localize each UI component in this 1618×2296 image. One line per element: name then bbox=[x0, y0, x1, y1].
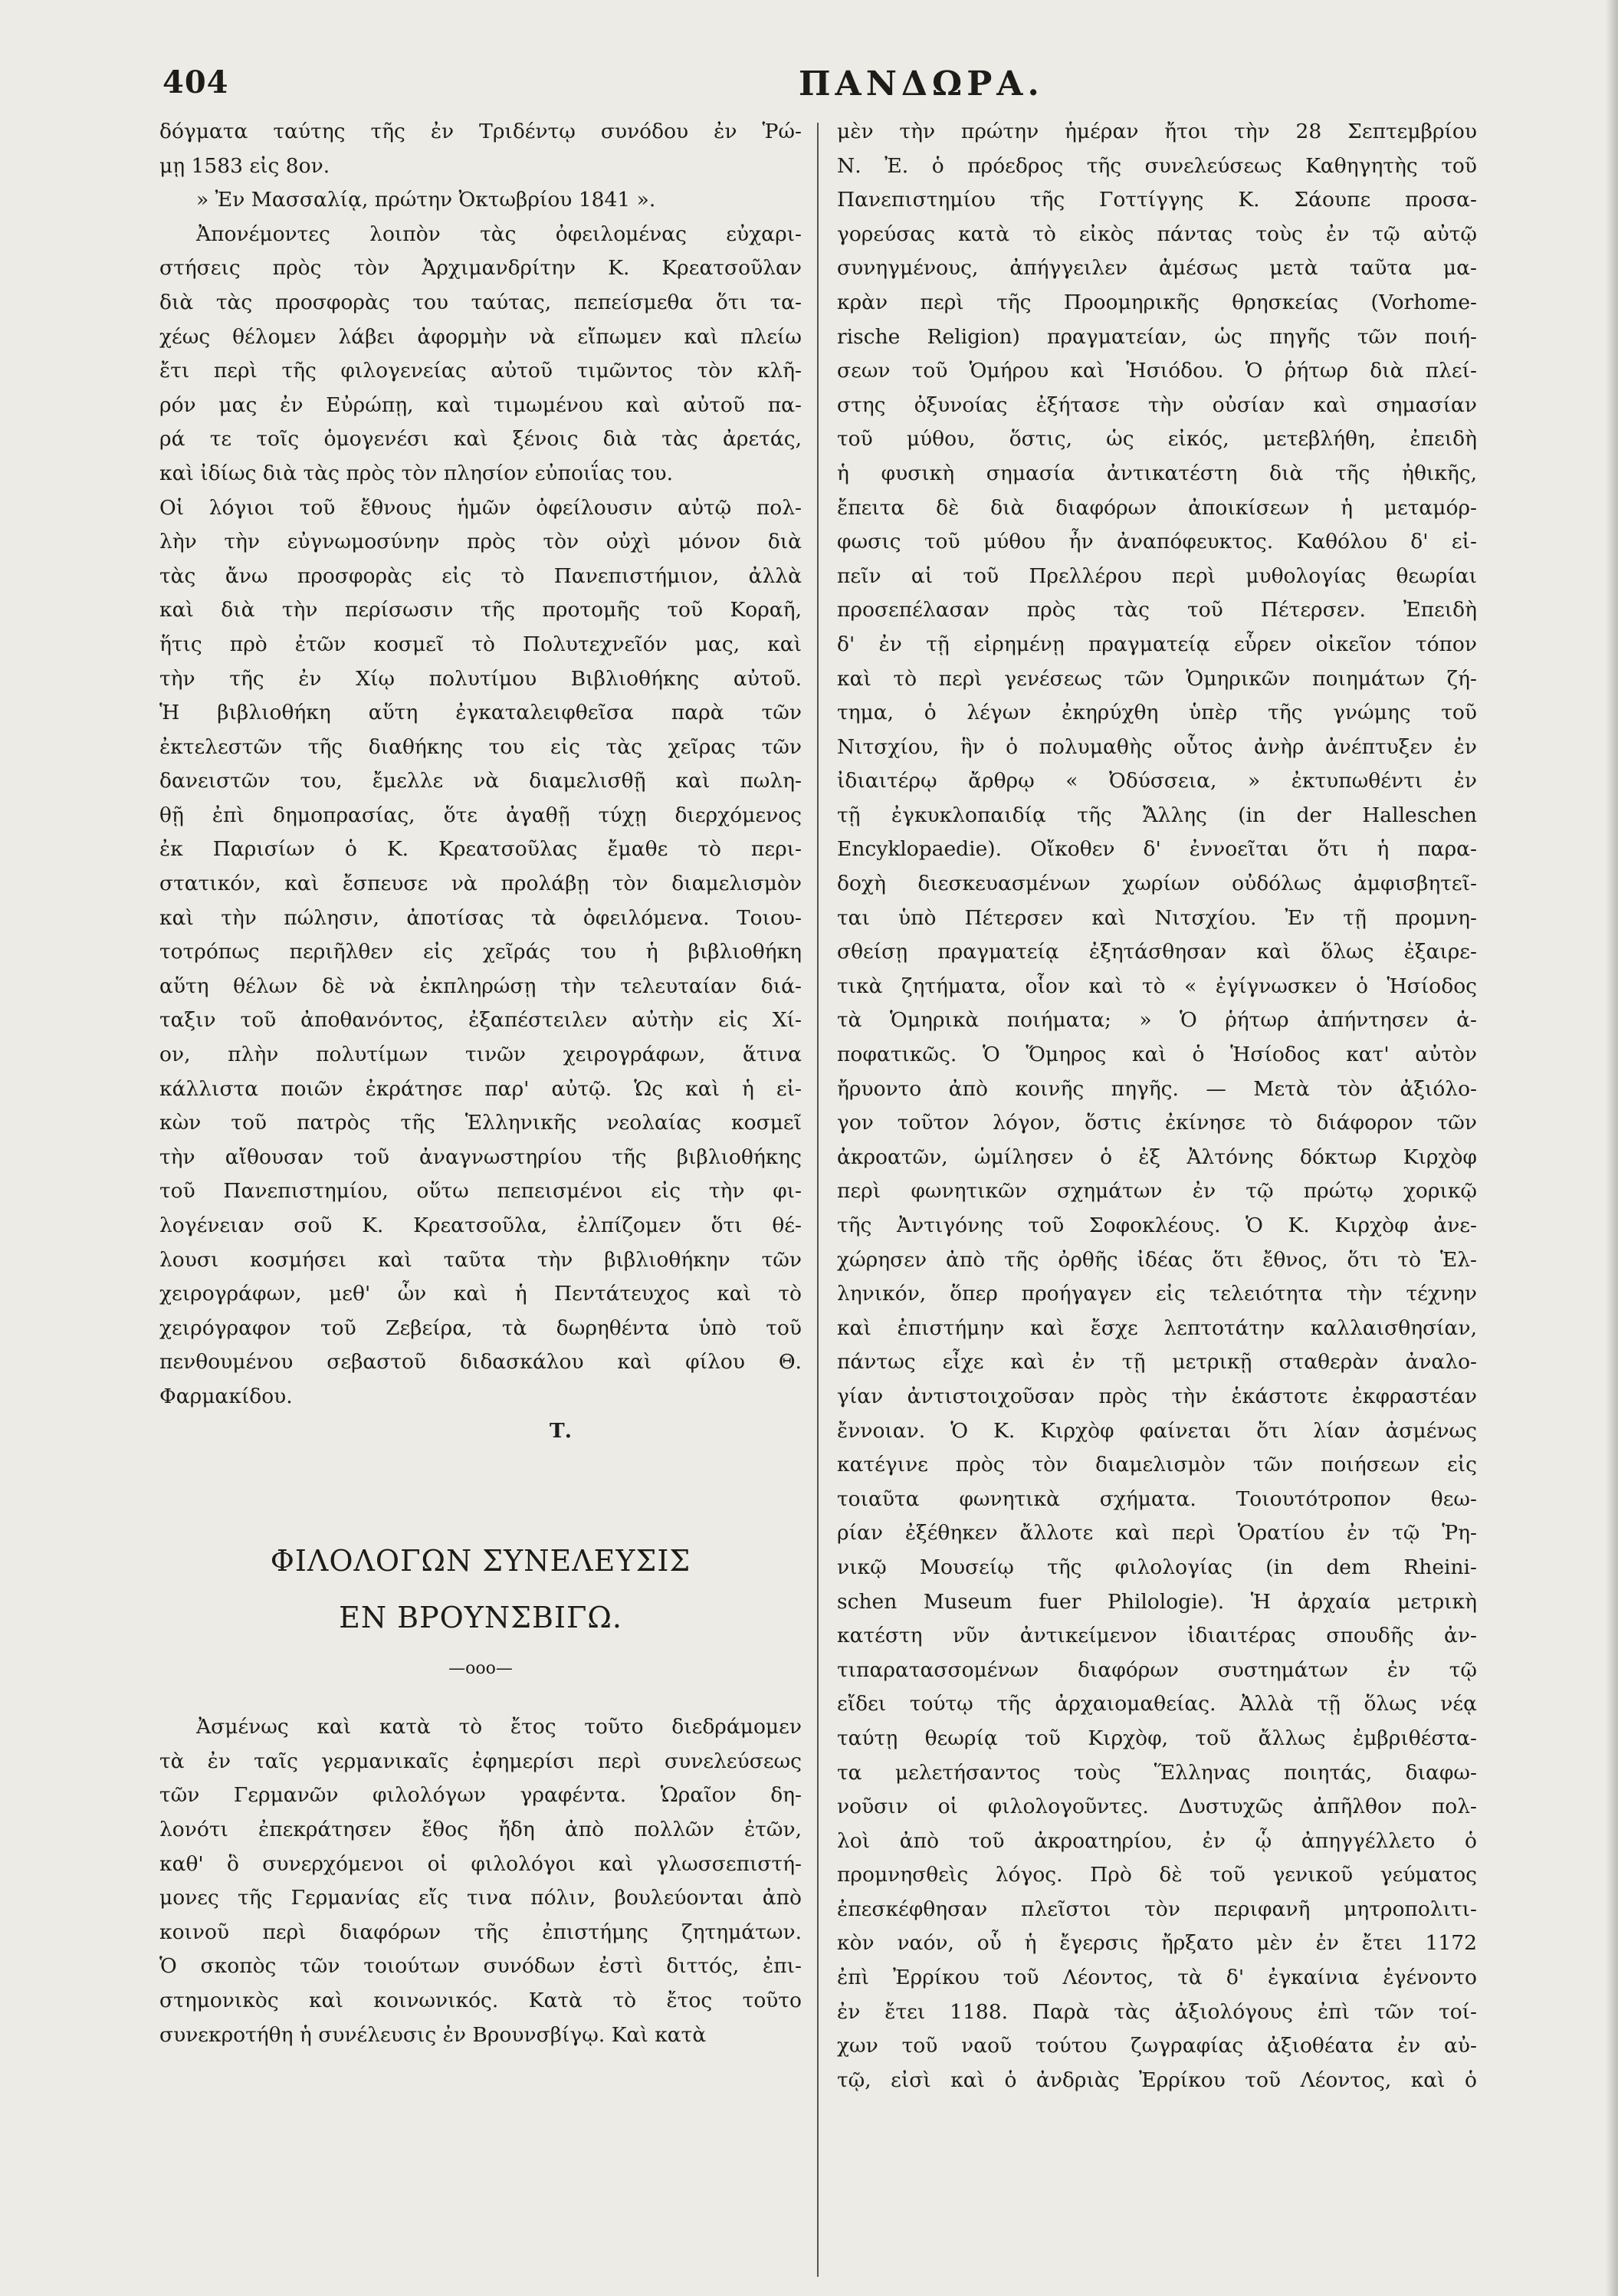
text-line: τιπαρατασσομένων διαφόρων συστημάτων ἐν τῷ bbox=[837, 1657, 1477, 1682]
text-line: τὰ ἐν ταῖς γερμανικαῖς ἐφημερίσι περὶ συνελεύσεως bbox=[159, 1749, 802, 1773]
text-line: χων τοῦ ναοῦ τούτου ζωγραφίας ἀξιοθέατα ἐν αὐ- bbox=[837, 2034, 1477, 2058]
text-line: δ' ἐν τῇ εἰρημένῃ πραγματείᾳ εὗρεν οἰκεῖον τόπον bbox=[837, 632, 1477, 656]
page-header bbox=[162, 64, 1488, 110]
text-line: θῇ ἐπὶ δημοπρασίας, ὅτε ἀγαθῇ τύχῃ διερχόμενος bbox=[159, 803, 802, 827]
text-line: κατέστη νῦν ἀντικείμενον ἰδιαιτέρας σπουδῆς ἀν- bbox=[837, 1624, 1477, 1648]
text-line: συνηγμένους, ἀπήγγειλεν ἀμέσως μετὰ ταῦτα μα- bbox=[837, 256, 1477, 281]
text-line: τικὰ ζητήματα, οἷον καὶ τὸ « ἐγίγνωσκεν ὁ Ἡσίοδος bbox=[837, 974, 1477, 998]
text-line: λονότι ἐπεκράτησεν ἔθος ἤδη ἀπὸ πολλῶν ἐτῶν, bbox=[159, 1817, 802, 1841]
text-line: γίαν ἀντιστοιχοῦσαν πρὸς τὴν ἑκάστοτε ἐκφραστέαν bbox=[837, 1384, 1477, 1408]
text-line: περὶ φωνητικῶν σχημάτων ἐν τῷ πρώτῳ χορικῷ bbox=[837, 1179, 1477, 1204]
text-line: μονες τῆς Γερμανίας εἴς τινα πόλιν, βουλεύονται ἀπὸ bbox=[159, 1886, 802, 1910]
text-line: πάντως εἶχε καὶ ἐν τῇ μετρικῇ σταθερὰν ἀναλο- bbox=[837, 1350, 1477, 1375]
text-line: καθ' ὃ συνερχόμενοι οἱ φιλολόγοι καὶ γλωσσεπιστή- bbox=[159, 1851, 802, 1876]
text-line: τημα, ὁ λέγων ἐκηρύχθη ὑπὲρ τῆς γνώμης τοῦ bbox=[837, 701, 1477, 725]
text-line: τοτρόπως περιῆλθεν εἰς χεῖράς του ἡ βιβλιοθήκη bbox=[159, 940, 802, 964]
text-line: χώρησεν ἀπὸ τῆς ὀρθῆς ἰδέας ὅτι ἔθνος, ὅτι τὸ Ἑλ- bbox=[837, 1247, 1477, 1272]
text-line: Πανεπιστημίου τῆς Γοττίγγης Κ. Σάουπε προσα- bbox=[837, 188, 1477, 212]
text-line: ται ὑπὸ Πέτερσεν καὶ Νιτσχίου. Ἐν τῇ προμνη- bbox=[837, 905, 1477, 930]
left-column-text-bottom bbox=[159, 1710, 802, 2052]
text-line: Encyklopaedie). Οἴκοθεν δ' ἐννοεῖται ὅτι ἡ παρα- bbox=[837, 837, 1477, 862]
text-line: κὼν τοῦ πατρὸς τῆς Ἑλληνικῆς νεολαίας κοσμεῖ bbox=[159, 1111, 802, 1135]
text-line: μῃ 1583 εἰς 8ον. bbox=[159, 153, 330, 178]
text-line: στημονικὸς καὶ κοινωνικός. Κατὰ τὸ ἔτος τοῦτο bbox=[159, 1988, 802, 2012]
text-line: νικῷ Μουσείῳ τῆς φιλολογίας (in dem Rheini- bbox=[837, 1555, 1477, 1579]
left-column-text-top bbox=[159, 115, 802, 1414]
text-line: ἐν ἔτει 1188. Παρὰ τὰς ἀξιολόγους ἐπὶ τῶν τοί- bbox=[837, 1999, 1477, 2024]
text-line: » Ἐν Μασσαλίᾳ, πρώτην Ὀκτωβρίου 1841 ». bbox=[196, 188, 656, 212]
section-ornament: —ooo— bbox=[448, 1659, 513, 1679]
text-line: καὶ διὰ τὴν περίσωσιν τῆς προτομῆς τοῦ Κοραῆ, bbox=[159, 598, 802, 622]
text-line: πενθουμένου σεβαστοῦ διδασκάλου καὶ φίλου Θ. bbox=[159, 1350, 802, 1375]
section-heading-line-2: ΕΝ ΒΡΟΥΝΣΒΙΓΩ. bbox=[339, 1601, 622, 1635]
text-line: δοχὴ διεσκευασμένων χωρίων οὐδόλως ἀμφισβητεῖ- bbox=[837, 872, 1477, 896]
text-line: rische Religion) πραγματείαν, ὡς πηγῆς τῶν ποιή- bbox=[837, 324, 1477, 349]
text-line: καὶ τὴν πώλησιν, ἀποτίσας τὰ ὀφειλόμενα. Τοιου- bbox=[159, 905, 802, 930]
left-column bbox=[159, 115, 802, 2052]
text-line: χειρογράφων, μεθ' ὧν καὶ ἡ Πεντάτευχος καὶ τὸ bbox=[159, 1282, 802, 1306]
text-line: ἐκ Παρισίων ὁ Κ. Κρεατσοῦλας ἔμαθε τὸ περι- bbox=[159, 837, 802, 862]
text-line: γορεύσας κατὰ τὸ εἰκὸς πάντας τοὺς ἐν τῷ αὐτῷ bbox=[837, 222, 1477, 246]
text-line: δόγματα ταύτης τῆς ἐν Τριδέντῳ συνόδου ἐν Ῥώ- bbox=[159, 120, 802, 143]
text-line: τὰ Ὁμηρικὰ ποιήματα; » Ὁ ῥήτωρ ἀπήντησεν ἀ- bbox=[837, 1008, 1477, 1033]
text-line: ον, πλὴν πολυτίμων τινῶν χειρογράφων, ἅτινα bbox=[159, 1043, 802, 1067]
text-line: τὴν αἴθουσαν τοῦ ἀναγνωστηρίου τῆς βιβλιοθήκης bbox=[159, 1145, 802, 1169]
text-line: φωσις τοῦ μύθου ἦν ἀναπόφευκτος. Καθόλου δ' εἰ- bbox=[837, 530, 1477, 554]
text-line: προμνησθεὶς λόγος. Πρὸ δὲ τοῦ γενικοῦ γεύματος bbox=[837, 1863, 1477, 1887]
text-line: στατικόν, καὶ ἔσπευσε νὰ προλάβῃ τὸν διαμελισμὸν bbox=[159, 872, 802, 896]
text-line: λὴν τὴν εὐγνωμοσύνην πρὸς τὸν οὐχὶ μόνον διὰ bbox=[159, 530, 802, 554]
text-line: τῇ ἐγκυκλοπαιδίᾳ τῆς Ἄλλης (in der Halleschen bbox=[837, 803, 1477, 827]
text-line: στης ὀξυνοίας ἐξήτασε τὴν οὐσίαν καὶ σημασίαν bbox=[837, 393, 1477, 417]
text-line: ἥτις πρὸ ἐτῶν κοσμεῖ τὸ Πολυτεχνεῖόν μας, καὶ bbox=[159, 632, 802, 656]
text-line: χειρόγραφον τοῦ Ζεβείρα, τὰ δωρηθέντα ὑπὸ τοῦ bbox=[159, 1316, 802, 1340]
text-line: κατέγινε πρὸς τὸν διαμελισμὸν τῶν ποιήσεων εἰς bbox=[837, 1453, 1477, 1477]
text-line: συνεκροτήθη ἡ συνέλευσις ἐν Βρουνσβίγῳ. Καὶ κατὰ bbox=[159, 2022, 707, 2047]
text-line: στήσεις πρὸς τὸν Ἀρχιμανδρίτην Κ. Κρεατσοῦλαν bbox=[159, 256, 802, 281]
text-line: τῷ, εἰσὶ καὶ ὁ ἀνδριὰς Ἐρρίκου τοῦ Λέοντος, καὶ ὁ bbox=[837, 2068, 1477, 2092]
text-line: ἡ φυσικὴ σημασία ἀντικατέστη διὰ τῆς ἠθικῆς, bbox=[837, 461, 1477, 485]
text-line: καὶ τὸ περὶ γενέσεως τῶν Ὁμηρικῶν ποιημάτων ζή- bbox=[837, 666, 1477, 691]
right-column bbox=[837, 115, 1477, 2097]
text-line: schen Museum fuer Philologie). Ἡ ἀρχαία μετρικὴ bbox=[837, 1589, 1477, 1614]
text-line: κὸν ναόν, οὗ ἡ ἔγερσις ἤρξατο μὲν ἐν ἔτει 1172 bbox=[837, 1931, 1477, 1956]
text-line: Ν. Ἐ. ὁ πρόεδρος τῆς συνελεύσεως Καθηγητὴς τοῦ bbox=[837, 153, 1477, 178]
text-line: τοῦ Πανεπιστημίου, οὕτω πεπεισμένοι εἰς τὴν φι- bbox=[159, 1179, 802, 1204]
text-line: εἴδει τούτῳ τῆς ἀρχαιομαθείας. Ἀλλὰ τῇ ὅλως νέᾳ bbox=[837, 1692, 1477, 1716]
text-line: μὲν τὴν πρώτην ἡμέραν ἤτοι τὴν 28 Σεπτεμβρίου bbox=[837, 120, 1477, 143]
column-divider bbox=[817, 123, 819, 2277]
page-edge-shadow bbox=[1606, 0, 1618, 2296]
text-line: Ἡ βιβλιοθήκη αὕτη ἐγκαταλειφθεῖσα παρὰ τῶν bbox=[159, 701, 802, 725]
text-line: τὰς ἄνω προσφορὰς εἰς τὸ Πανεπιστήμιον, ἀλλὰ bbox=[159, 563, 802, 588]
text-line: νοῦσιν οἱ φιλολογοῦντες. Δυστυχῶς ἀπῆλθον πολ- bbox=[837, 1795, 1477, 1819]
text-line: χέως θέλομεν λάβει ἀφορμὴν νὰ εἴπωμεν καὶ πλείω bbox=[159, 324, 802, 349]
text-line: ταξιν τοῦ ἀποθανόντος, ἐξαπέστειλεν αὐτὴν εἰς Χί- bbox=[159, 1008, 802, 1033]
text-line: ρόν μας ἐν Εὐρώπῃ, καὶ τιμωμένου καὶ αὐτοῦ πα- bbox=[159, 393, 802, 417]
text-line: ἔτι περὶ τῆς φιλογενείας αὐτοῦ τιμῶντος τὸν κλῆ- bbox=[159, 359, 802, 383]
page-number: 404 bbox=[162, 64, 229, 100]
text-line: σθείσῃ πραγματείᾳ ἐξητάσθησαν καὶ ὅλως ἐξαιρε- bbox=[837, 940, 1477, 964]
running-title: ΠΑΝΔΩΡΑ. bbox=[799, 64, 1044, 103]
text-line: τῆς Ἀντιγόνης τοῦ Σοφοκλέους. Ὁ Κ. Κιρχὸφ ἀνε- bbox=[837, 1214, 1477, 1237]
section-heading-line-1: ΦΙΛΟΛΟΓΩΝ ΣΥΝΕΛΕΥΣΙΣ bbox=[270, 1544, 691, 1578]
text-line: καὶ ἰδίως διὰ τὰς πρὸς τὸν πλησίον εὐποιΐας του. bbox=[159, 461, 674, 485]
text-line: τοῦ μύθου, ὅστις, ὡς εἰκός, μετεβλήθη, ἐπειδὴ bbox=[837, 427, 1477, 452]
text-line: προσεπέλασαν πρὸς τὰς τοῦ Πέτερσεν. Ἐπειδὴ bbox=[837, 598, 1477, 622]
text-line: ἐπὶ Ἐρρίκου τοῦ Λέοντος, τὰ δ' ἐγκαίνια ἐγένοντο bbox=[837, 1966, 1477, 1990]
text-line: κάλλιστα ποιῶν ἐκράτησε παρ' αὐτῷ. Ὡς καὶ ἡ εἰ- bbox=[159, 1076, 802, 1101]
text-line: ποφατικῶς. Ὁ Ὅμηρος καὶ ὁ Ἡσίοδος κατ' αὐτὸν bbox=[837, 1043, 1477, 1067]
text-line: τῶν Γερμανῶν φιλολόγων γραφέντα. Ὡραῖον δη- bbox=[159, 1783, 802, 1808]
section-spacer bbox=[159, 1448, 802, 1532]
text-line: ἐκτελεστῶν τῆς διαθήκης του εἰς τὰς χεῖρας τῶν bbox=[159, 734, 802, 759]
text-line: Ἀσμένως καὶ κατὰ τὸ ἔτος τοῦτο διεδράμομεν bbox=[196, 1715, 802, 1739]
text-line: πεῖν αἱ τοῦ Πρελλέρου περὶ μυθολογίας θεωρίαι bbox=[837, 563, 1477, 588]
text-line: Οἱ λόγιοι τοῦ ἔθνους ἡμῶν ὀφείλουσιν αὐτῷ πολ- bbox=[159, 495, 802, 520]
text-line: τα μελετήσαντος τοὺς Ἕλληνας ποιητάς, διαφω- bbox=[837, 1760, 1477, 1785]
text-line: ρίαν ἐξέθηκεν ἄλλοτε καὶ περὶ Ὁρατίου ἐν τῷ Ῥη- bbox=[837, 1521, 1477, 1545]
text-line: ρά τε τοῖς ὁμογενέσι καὶ ξένοις διὰ τὰς ἀρετάς, bbox=[159, 427, 802, 452]
text-line: κρὰν περὶ τῆς Προομηρικῆς θρησκείας (Vorhome- bbox=[837, 290, 1477, 314]
text-line: Ὁ σκοπὸς τῶν τοιούτων συνόδων ἐστὶ διττός, ἐπι- bbox=[159, 1954, 802, 1979]
text-line: λοὶ ἀπὸ τοῦ ἀκροατηρίου, ἐν ᾧ ἀπηγγέλλετο ὁ bbox=[837, 1828, 1477, 1853]
section-spacer bbox=[159, 1692, 802, 1710]
author-signature: Τ. bbox=[550, 1418, 572, 1443]
text-line: Ἀπονέμοντες λοιπὸν τὰς ὀφειλομένας εὐχαρι- bbox=[196, 222, 802, 246]
text-line: διὰ τὰς προσφορὰς του ταύτας, πεπείσμεθα ὅτι τα- bbox=[159, 290, 802, 314]
text-line: λουσι κοσμήσει καὶ ταῦτα τὴν βιβλιοθήκην τῶν bbox=[159, 1247, 802, 1272]
text-line: ταύτῃ θεωρίᾳ τοῦ Κιρχὸφ, τοῦ ἄλλως ἐμβριθέστα- bbox=[837, 1726, 1477, 1750]
text-line: λογένειαν σοῦ Κ. Κρεατσοῦλα, ἐλπίζομεν ὅτι θέ- bbox=[159, 1214, 802, 1237]
right-column-text bbox=[837, 115, 1477, 2097]
text-line: ληνικόν, ὅπερ προήγαγεν εἰς τελειότητα τὴν τέχνην bbox=[837, 1282, 1477, 1306]
text-line: δανειστῶν του, ἔμελλε νὰ διαμελισθῇ καὶ πωλη- bbox=[159, 769, 802, 793]
text-line: ἐπεσκέφθησαν πλεῖστοι τὸν περιφανῆ μητροπολιτι- bbox=[837, 1897, 1477, 1921]
text-line: τοιαῦτα φωνητικὰ σχήματα. Τοιουτότροπον θεω- bbox=[837, 1486, 1477, 1511]
text-line: αὕτη θέλων δὲ νὰ ἐκπληρώσῃ τὴν τελευταίαν διά- bbox=[159, 974, 802, 998]
text-line: σεων τοῦ Ὁμήρου καὶ Ἡσιόδου. Ὁ ῥήτωρ διὰ πλεί- bbox=[837, 359, 1477, 383]
text-line: ἤρυοντο ἀπὸ κοινῆς πηγῆς. — Μετὰ τὸν ἀξιόλο- bbox=[837, 1076, 1477, 1101]
text-line: γον τοῦτον λόγον, ὅστις ἐκίνησε τὸ διάφορον τῶν bbox=[837, 1111, 1477, 1135]
text-line: Φαρμακίδου. bbox=[159, 1384, 293, 1408]
text-line: καὶ ἐπιστήμην καὶ ἔσχε λεπτοτάτην καλλαισθησίαν, bbox=[837, 1316, 1477, 1340]
text-line: ἰδιαιτέρῳ ἄρθρῳ « Ὀδύσσεια, » ἐκτυπωθέντι ἐν bbox=[837, 769, 1477, 793]
text-line: ἀκροατῶν, ὡμίλησεν ὁ ἐξ Ἀλτόνης δόκτωρ Κιρχὸφ bbox=[837, 1145, 1477, 1169]
text-line: τὴν τῆς ἐν Χίῳ πολυτίμου Βιβλιοθήκης αὐτοῦ. bbox=[159, 666, 802, 691]
text-line: Νιτσχίου, ἣν ὁ πολυμαθὴς οὗτος ἀνὴρ ἀνέπτυξεν ἐν bbox=[837, 734, 1477, 759]
text-line: ἔπειτα δὲ διὰ διαφόρων ἀποικίσεων ἡ μεταμόρ- bbox=[837, 495, 1477, 520]
text-line: ἔννοιαν. Ὁ Κ. Κιρχὸφ φαίνεται ὅτι λίαν ἀσμένως bbox=[837, 1418, 1477, 1443]
text-line: κοινοῦ περὶ διαφόρων τῆς ἐπιστήμης ζητημάτων. bbox=[159, 1920, 802, 1944]
